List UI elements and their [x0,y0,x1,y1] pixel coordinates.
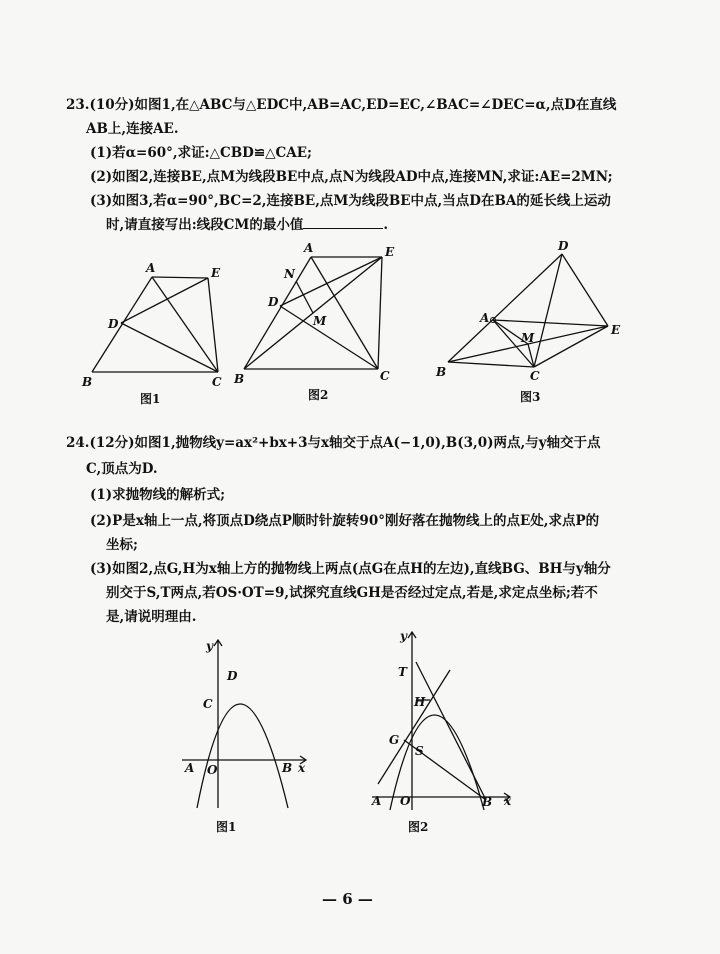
fig24-2-label-y: y [400,629,407,643]
q24-part3-c: 是,请说明理由. [106,609,197,625]
fig1-label-D: D [108,317,119,331]
q24-part2-a: (2)P是x轴上一点,将顶点D绕点P顺时针旋转90°刚好落在抛物线上的点E处,求点P的 [90,513,600,529]
fig2-label-D: D [268,295,279,309]
fig3-label-A: A [480,311,490,325]
fig24-2-label-T: T [398,665,407,679]
fig2-label-C: C [380,369,390,383]
q23-part3-a: (3)如图3,若α=90°,BC=2,连接BE,点M为线段BE中点,当点D在BA的延长线上运动 [90,193,611,209]
fig24-1-label-A: A [185,761,195,775]
fig24-1-label-y: y [206,639,213,653]
q24-fig2-caption: 图2 [408,820,429,834]
fig24-2-label-x: x [504,794,512,808]
fig24-2-label-A: A [372,794,382,808]
fig24-2-label-G: G [389,733,400,747]
fig24-1-label-C: C [203,697,213,711]
q23-part3-b: 时,请直接写出:线段CM的最小值 . [106,217,389,233]
fig3-label-D: D [558,239,569,253]
fig1-label-E: E [211,266,221,280]
fig1-label-C: C [212,375,222,389]
fig2-label-B: B [234,372,245,386]
fig2-label-M: M [313,314,327,328]
fig24-2-label-S: S [415,744,424,758]
q24-line2: C,顶点为D. [86,461,158,477]
fig2-label-N: N [284,267,295,281]
fig3-label-B: B [436,365,447,379]
fig2-label-A: A [304,241,314,255]
q24-part1: (1)求抛物线的解析式; [90,487,226,503]
q24-fig1-caption: 图1 [216,820,237,834]
fig1-label-B: B [82,375,93,389]
q23-fig3-caption: 图3 [520,390,541,404]
q23-fig2-caption: 图2 [308,388,329,402]
fig24-1-label-D: D [227,669,238,683]
q23-part2: (2)如图2,连接BE,点M为线段BE中点,点N为线段AD中点,连接MN,求证:AE=2MN; [90,169,613,185]
page-number: — 6 — [322,890,373,908]
fig3-label-C: C [530,369,540,383]
q23-line1: 23.(10分)如图1,在△ABC与△EDC中,AB=AC,ED=EC,∠BAC=∠DEC=α,点D在直线 [66,97,617,113]
q24-part3-b: 别交于S,T两点,若OS·OT=9,试探究直线GH是否经过定点,若是,求定点坐标;若不 [106,585,598,601]
fig1-label-A: A [146,261,156,275]
q23-fig1-caption: 图1 [140,392,161,406]
fig24-1-label-B: B [282,761,293,775]
q24-part2-b: 坐标; [106,537,138,553]
fig24-2-label-B: B [482,795,493,809]
fig24-1-label-O: O [207,763,218,777]
fig24-1-label-x: x [298,761,306,775]
fig3-label-M: M [521,331,535,345]
fig2-label-E: E [385,245,395,259]
q24-line1: 24.(12分)如图1,抛物线y=ax²+bx+3与x轴交于点A(−1,0),B(3,0)两点,与y轴交于点 [66,435,601,451]
fig3-label-E: E [611,323,621,337]
fig24-2-label-H: H [414,695,426,709]
q23-line2: AB上,连接AE. [86,121,179,137]
q23-part1: (1)若α=60°,求证:△CBD≌△CAE; [90,145,313,161]
q24-part3-a: (3)如图2,点G,H为x轴上方的抛物线上两点(点G在点H的左边),直线BG、BH与y轴分 [90,561,611,577]
fig24-2-label-O: O [400,794,411,808]
